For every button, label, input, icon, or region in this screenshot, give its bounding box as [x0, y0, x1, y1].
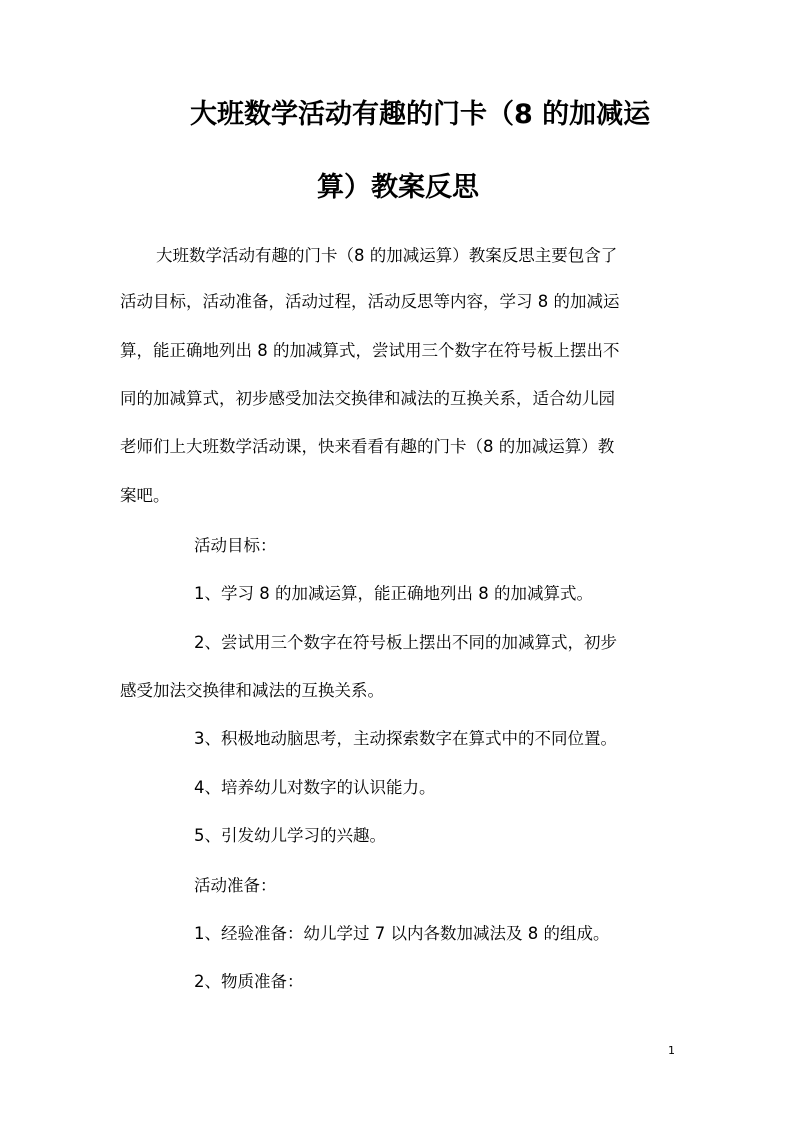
- document-title-line-2: 算）教案反思: [317, 172, 479, 203]
- goal-item-3: 3、积极地动脑思考，主动探索数字在算式中的不同位置。: [194, 729, 617, 748]
- goal-item-2-line-1: 2、尝试用三个数字在符号板上摆出不同的加减算式，初步: [194, 633, 617, 652]
- intro-line-2: 活动目标，活动准备，活动过程，活动反思等内容，学习 8 的加减运: [120, 292, 620, 311]
- prep-item-1: 1、经验准备：幼儿学过 7 以内各数加减法及 8 的组成。: [194, 924, 610, 943]
- intro-line-3: 算，能正确地列出 8 的加减算式，尝试用三个数字在符号板上摆出不: [120, 341, 620, 360]
- document-title-line-1: 大班数学活动有趣的门卡（8 的加减运: [190, 99, 651, 130]
- goal-item-1: 1、学习 8 的加减运算，能正确地列出 8 的加减算式。: [194, 584, 593, 603]
- goal-item-5: 5、引发幼儿学习的兴趣。: [194, 826, 386, 845]
- goal-item-2-line-2: 感受加法交换律和减法的互换关系。: [120, 681, 384, 700]
- prep-heading: 活动准备：: [194, 876, 277, 895]
- intro-line-5: 老师们上大班数学活动课，快来看看有趣的门卡（8 的加减运算）教: [120, 437, 615, 456]
- intro-line-6: 案吧。: [120, 486, 170, 505]
- goal-item-4: 4、培养幼儿对数字的认识能力。: [194, 778, 436, 797]
- intro-line-1: 大班数学活动有趣的门卡（8 的加减运算）教案反思主要包含了: [156, 246, 618, 265]
- goals-heading: 活动目标：: [194, 536, 277, 555]
- page-number: 1: [668, 1044, 675, 1057]
- prep-item-2: 2、物质准备：: [194, 972, 304, 991]
- intro-line-4: 同的加减算式，初步感受加法交换律和减法的互换关系，适合幼儿园: [120, 389, 615, 408]
